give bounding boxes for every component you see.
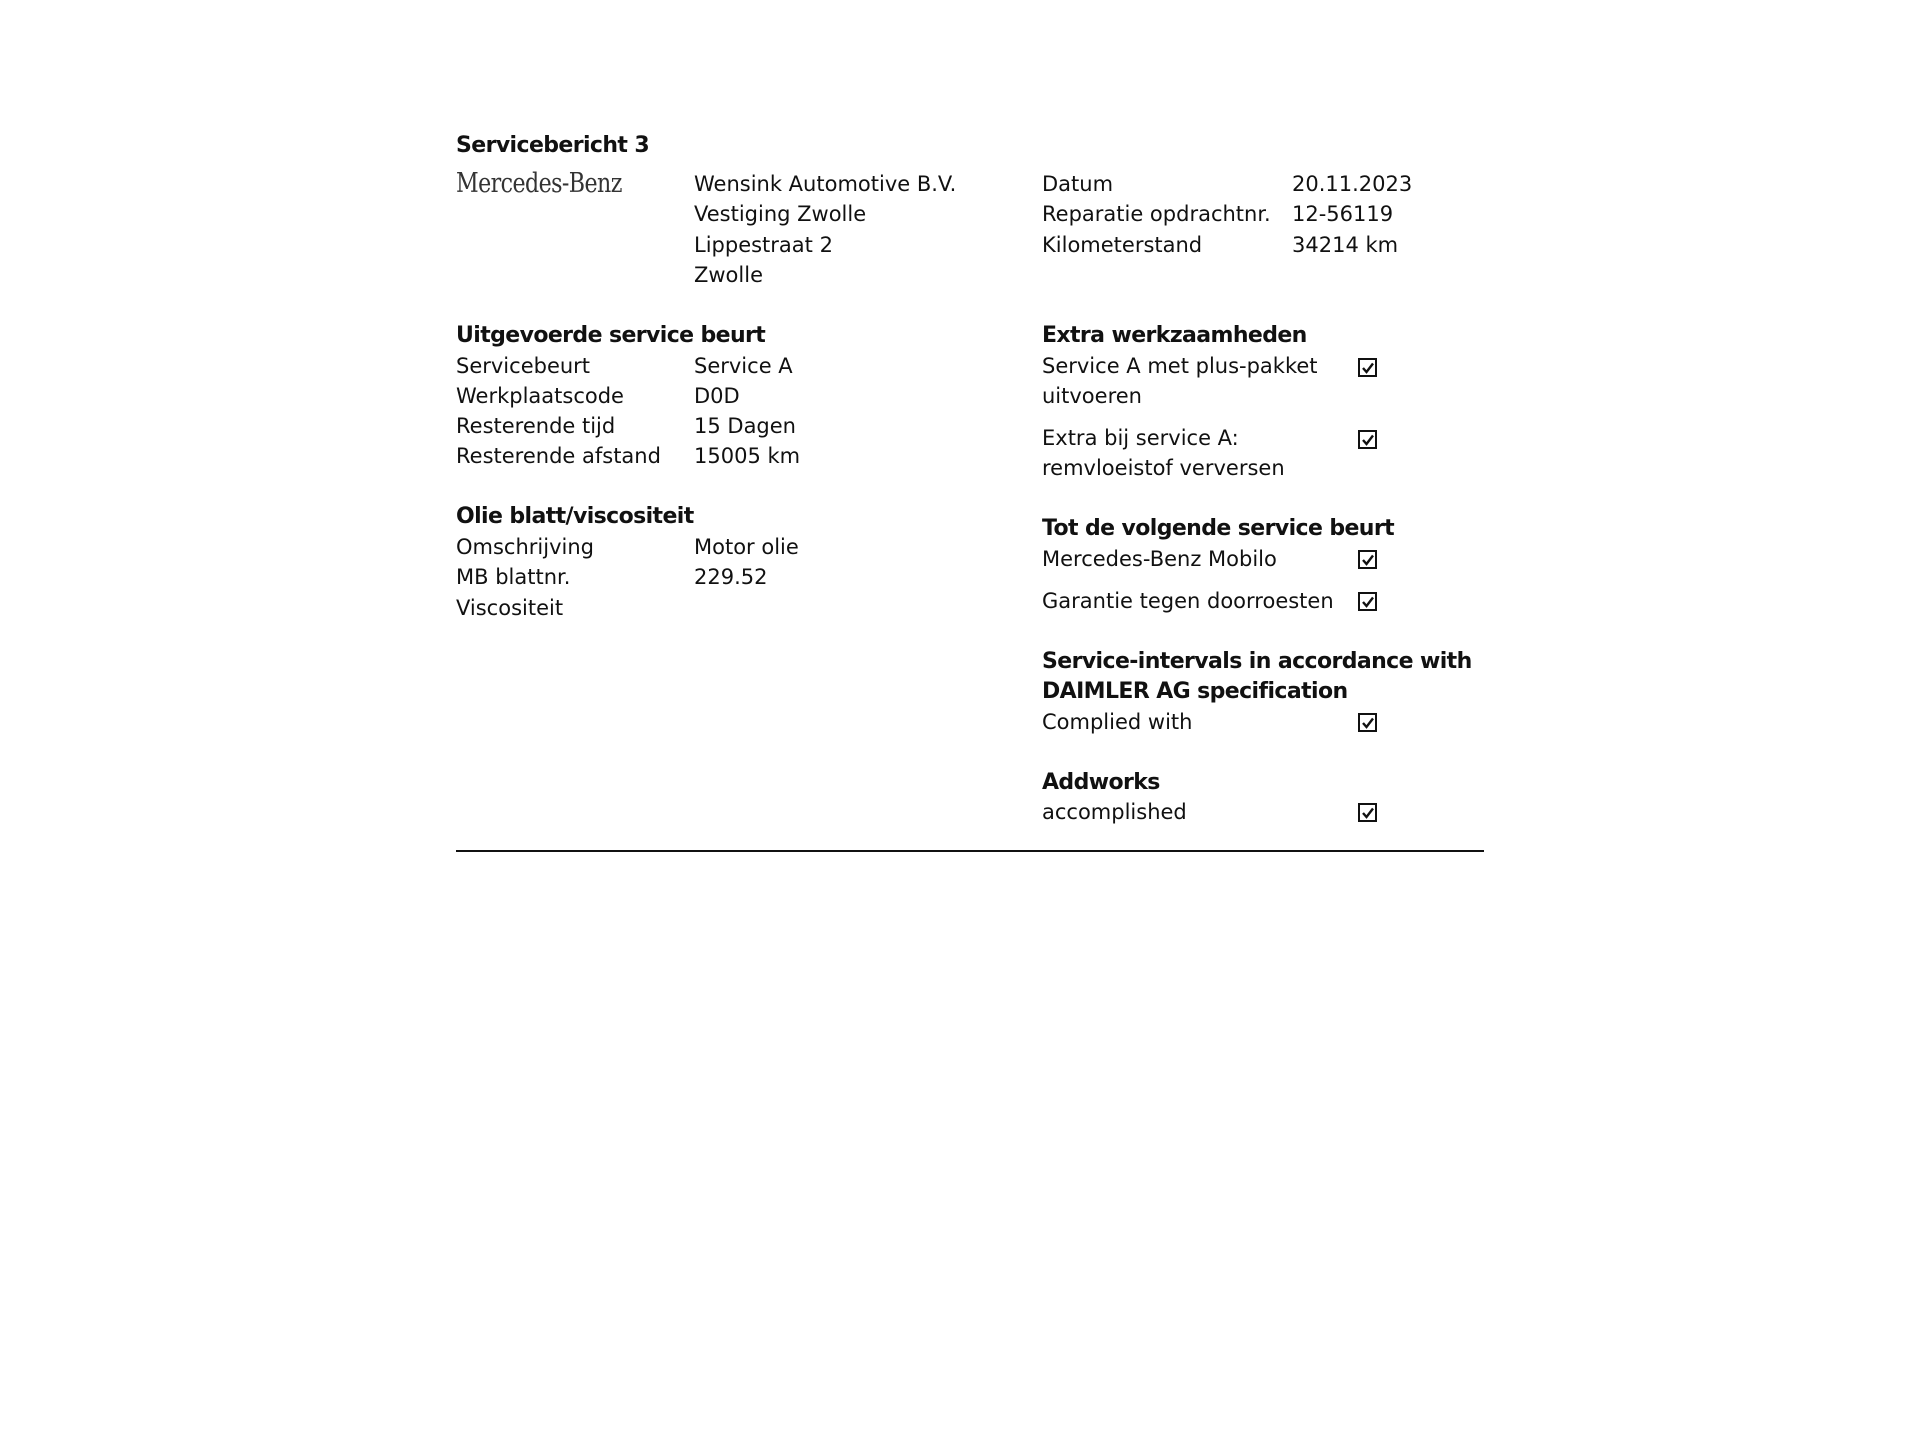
intervals-heading-line2: DAIMLER AG specification xyxy=(1042,679,1348,704)
extra-item-1-line1: Service A met plus-pakket xyxy=(1042,354,1318,378)
dealer-name: Wensink Automotive B.V. xyxy=(694,172,957,196)
remaining-time-label: Resterende tijd xyxy=(456,414,616,438)
page-title: Servicebericht 3 xyxy=(456,133,650,158)
meta-label-date: Datum xyxy=(1042,172,1114,196)
extra-item-2-checkbox[interactable] xyxy=(1358,430,1377,449)
footer-divider xyxy=(456,850,1484,852)
meta-value-mileage: 34214 km xyxy=(1292,233,1399,257)
service-label: Servicebeurt xyxy=(456,354,591,378)
checkmark-icon xyxy=(1361,433,1375,447)
addworks-heading: Addworks xyxy=(1042,770,1160,795)
mb-sheet-label: MB blattnr. xyxy=(456,565,571,589)
mobilo-checkbox[interactable] xyxy=(1358,550,1377,569)
meta-value-date: 20.11.2023 xyxy=(1292,172,1413,196)
meta-label-mileage: Kilometerstand xyxy=(1042,233,1203,257)
extra-item-2-line2: remvloeistof verversen xyxy=(1042,456,1285,480)
workshop-code-label: Werkplaatscode xyxy=(456,384,624,408)
service-value: Service A xyxy=(694,354,793,378)
extra-item-1-line2: uitvoeren xyxy=(1042,384,1142,408)
checkmark-icon xyxy=(1361,553,1375,567)
remaining-distance-label: Resterende afstand xyxy=(456,444,661,468)
complied-label: Complied with xyxy=(1042,710,1193,734)
checkmark-icon xyxy=(1361,361,1375,375)
mb-sheet-value: 229.52 xyxy=(694,565,768,589)
dealer-city: Zwolle xyxy=(694,263,763,287)
extra-item-1-checkbox[interactable] xyxy=(1358,358,1377,377)
intervals-heading-line1: Service-intervals in accordance with xyxy=(1042,649,1472,674)
checkmark-icon xyxy=(1361,716,1375,730)
brand-logo-text: Mercedes-Benz xyxy=(456,168,622,199)
oil-description-value: Motor olie xyxy=(694,535,799,559)
mobilo-label: Mercedes-Benz Mobilo xyxy=(1042,547,1277,571)
accomplished-label: accomplished xyxy=(1042,800,1187,824)
rust-warranty-checkbox[interactable] xyxy=(1358,592,1377,611)
extra-item-2-line1: Extra bij service A: xyxy=(1042,426,1239,450)
workshop-code-value: D0D xyxy=(694,384,740,408)
oil-description-label: Omschrijving xyxy=(456,535,594,559)
rust-warranty-label: Garantie tegen doorroesten xyxy=(1042,589,1334,613)
remaining-distance-value: 15005 km xyxy=(694,444,801,468)
oil-heading: Olie blatt/viscositeit xyxy=(456,504,694,529)
meta-label-order: Reparatie opdrachtnr. xyxy=(1042,202,1271,226)
checkmark-icon xyxy=(1361,806,1375,820)
next-service-heading: Tot de volgende service beurt xyxy=(1042,516,1395,541)
meta-value-order: 12-56119 xyxy=(1292,202,1394,226)
remaining-time-value: 15 Dagen xyxy=(694,414,796,438)
dealer-branch: Vestiging Zwolle xyxy=(694,202,867,226)
complied-checkbox[interactable] xyxy=(1358,713,1377,732)
accomplished-checkbox[interactable] xyxy=(1358,803,1377,822)
viscosity-label: Viscositeit xyxy=(456,596,564,620)
checkmark-icon xyxy=(1361,595,1375,609)
dealer-street: Lippestraat 2 xyxy=(694,233,833,257)
extra-heading: Extra werkzaamheden xyxy=(1042,323,1307,348)
service-heading: Uitgevoerde service beurt xyxy=(456,323,766,348)
